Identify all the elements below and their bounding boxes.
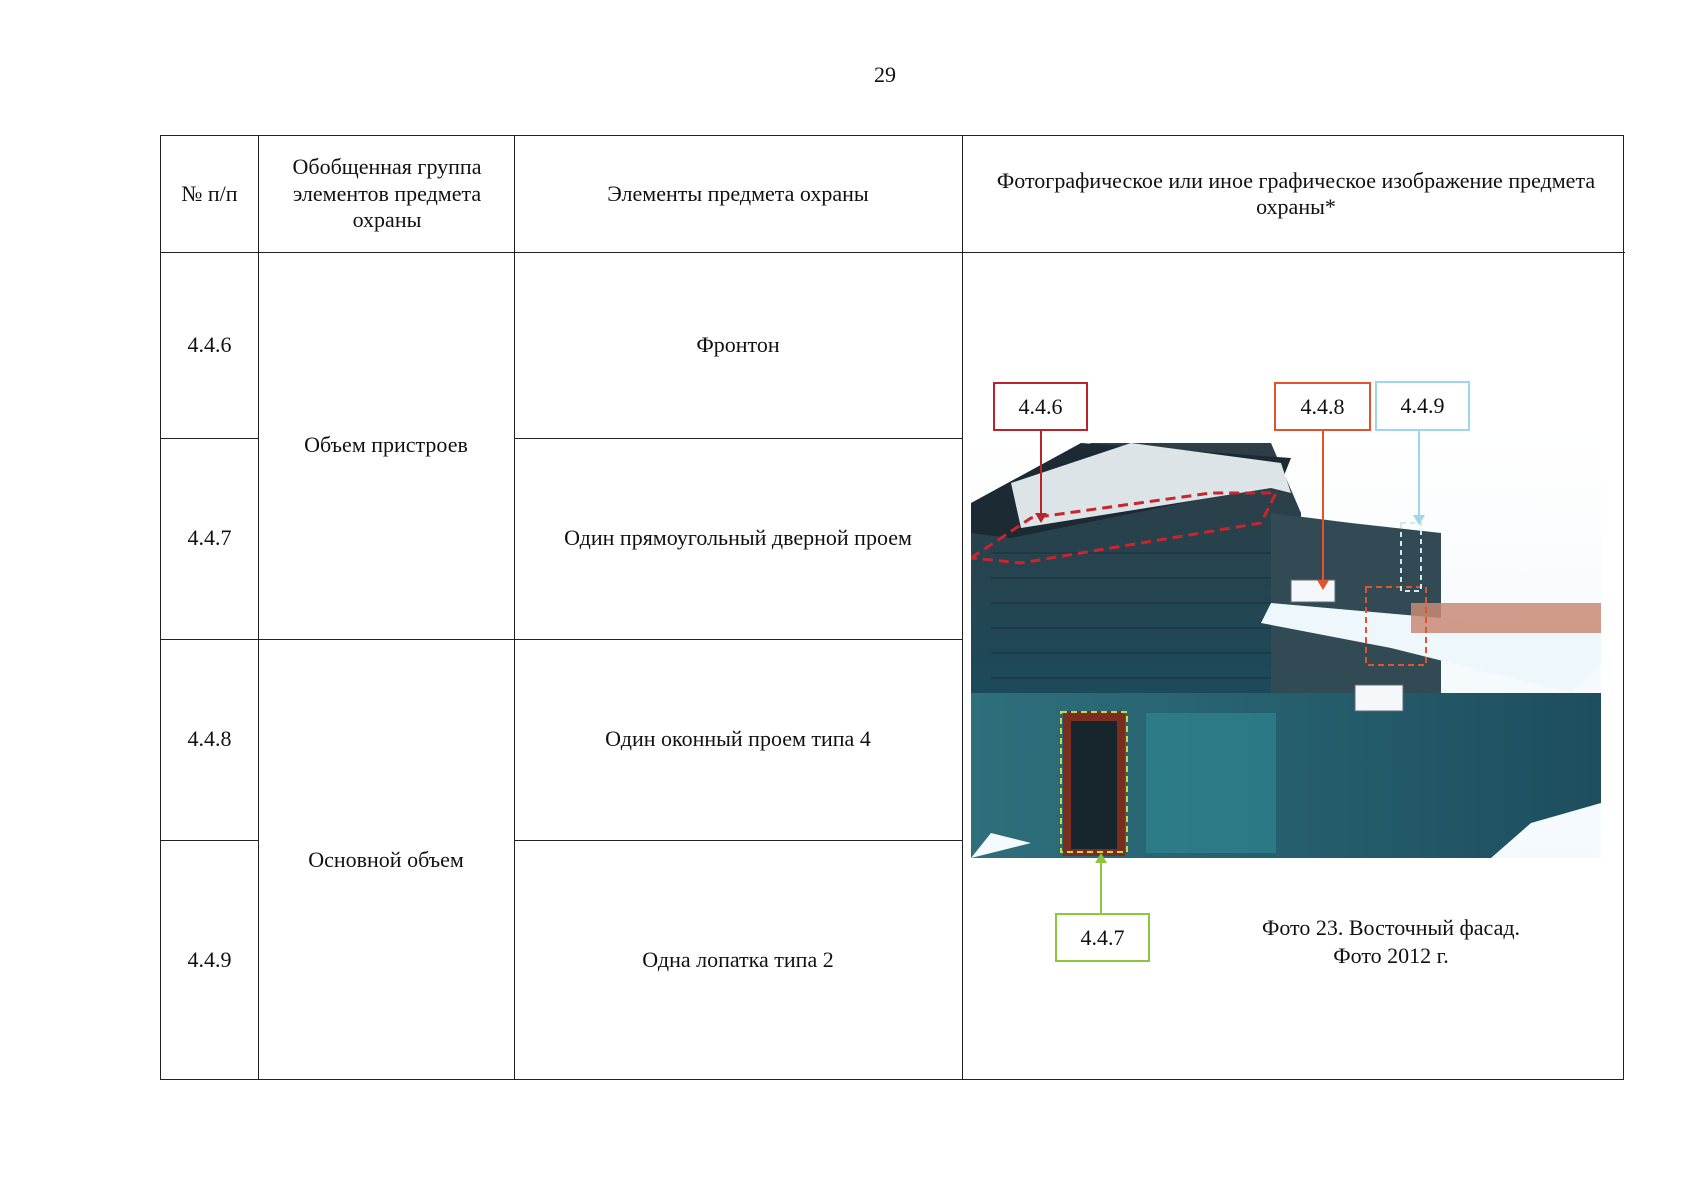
east-facade-photo [971, 363, 1601, 968]
header-elements: Элементы предмета охраны [607, 180, 869, 206]
element-cell: Одна лопатка типа 2 [642, 947, 834, 973]
tag-4-4-9 [1376, 382, 1469, 430]
svg-text:4.4.8: 4.4.8 [1300, 394, 1345, 419]
page-number: 29 [874, 62, 896, 87]
header-num: № п/п [181, 180, 238, 206]
tag-4-4-6 [994, 383, 1087, 430]
caption-line: Фото 23. Восточный фасад. [1261, 915, 1521, 940]
svg-text:4.4.9: 4.4.9 [1400, 393, 1445, 418]
header-group: Обобщенная группа элементов предмета охраны [292, 154, 482, 233]
group-label: Объем пристроев [304, 432, 468, 458]
element-cell: Один прямоугольный дверной проем [564, 525, 912, 551]
element-cell: Один оконный проем типа 4 [605, 726, 871, 752]
protection-table [160, 135, 1624, 1080]
col-divider [962, 136, 963, 1079]
row-number: 4.4.6 [187, 331, 232, 357]
row-number: 4.4.8 [187, 726, 232, 752]
header-image: Фотографическое или иное графическое изображение предмета охраны* [996, 167, 1596, 219]
photo-caption [1161, 914, 1621, 969]
row-number: 4.4.9 [187, 947, 232, 973]
svg-text:4.4.6: 4.4.6 [1018, 394, 1063, 419]
row-number: 4.4.7 [187, 525, 232, 551]
tag-4-4-7 [1056, 914, 1149, 961]
tag-4-4-8 [1275, 383, 1370, 430]
group-label: Основной объем [308, 846, 464, 872]
element-cell: Фронтон [696, 331, 780, 357]
svg-text:4.4.7: 4.4.7 [1080, 925, 1125, 950]
caption-line: Фото 2012 г. [1333, 942, 1449, 968]
